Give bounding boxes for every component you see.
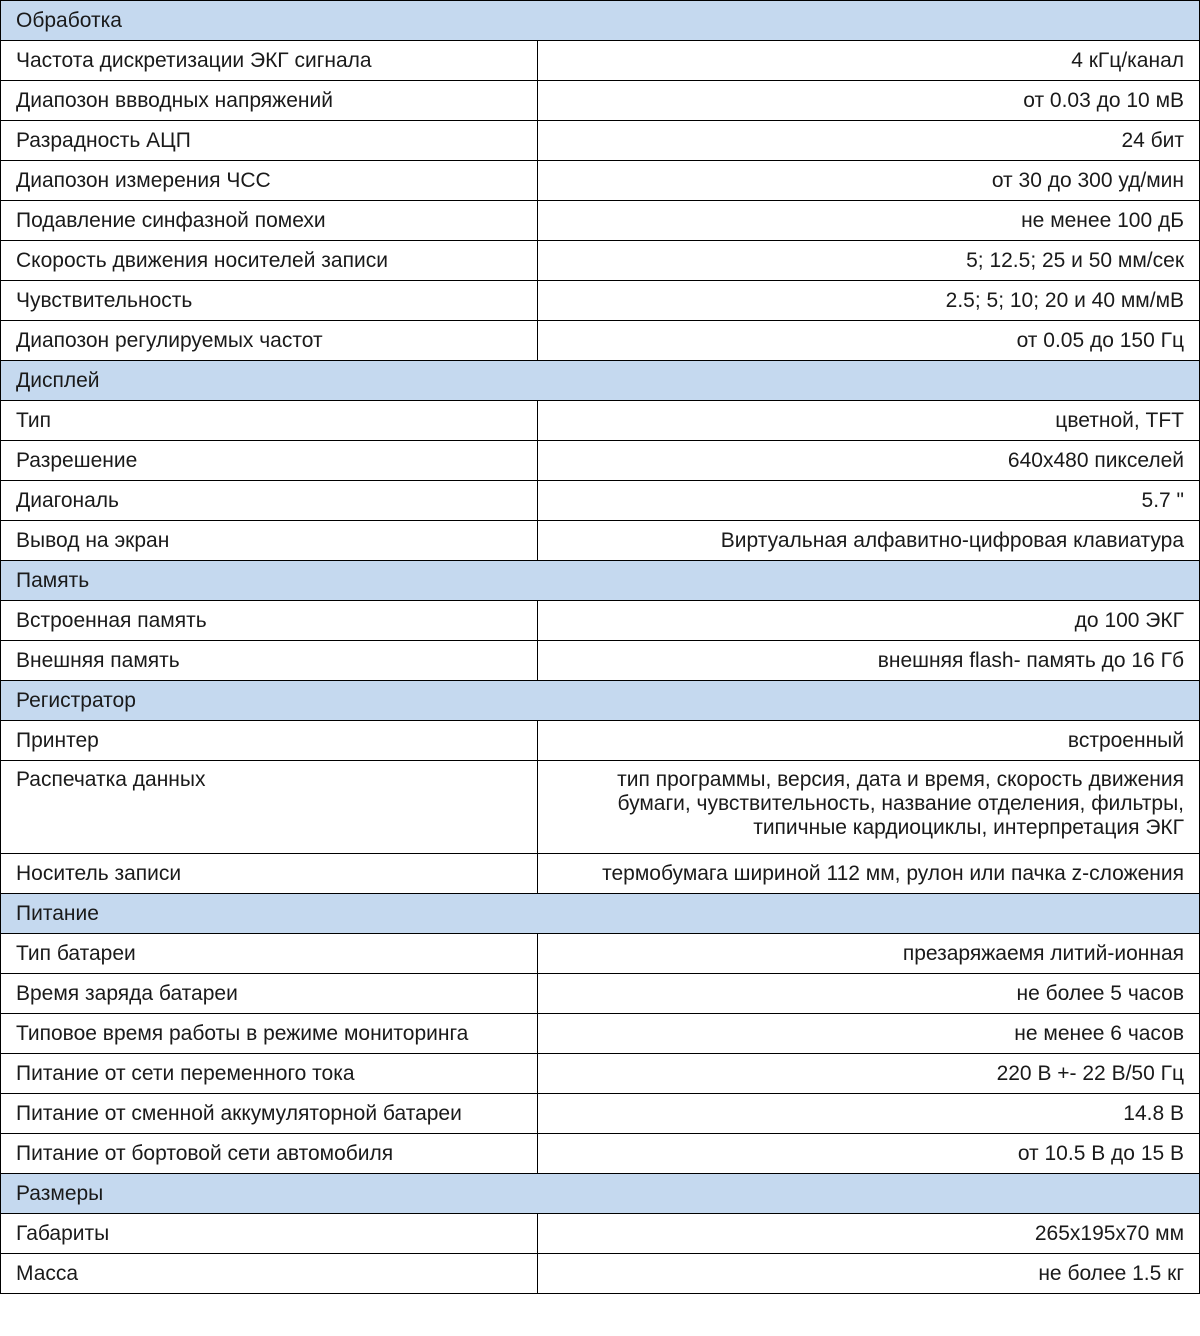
table-row xyxy=(1,1014,1200,1054)
row-label: Разрадность АЦП xyxy=(1,121,538,161)
row-label: Частота дискретизации ЭКГ сигнала xyxy=(1,41,538,81)
row-label: Чувствительность xyxy=(1,281,538,321)
row-label: Тип батареи xyxy=(1,934,538,974)
row-label: Питание от сети переменного тока xyxy=(1,1054,538,1094)
row-value: от 0.03 до 10 мВ xyxy=(538,81,1200,121)
row-value: 24 бит xyxy=(538,121,1200,161)
row-label: Питание от сменной аккумуляторной батареи xyxy=(1,1094,538,1134)
table-row xyxy=(1,1134,1200,1174)
row-label: Распечатка данных xyxy=(1,761,538,854)
row-value: 14.8 В xyxy=(538,1094,1200,1134)
table-row xyxy=(1,934,1200,974)
table-row xyxy=(1,521,1200,561)
row-value: 640х480 пикселей xyxy=(538,441,1200,481)
table-row xyxy=(1,854,1200,894)
row-label: Разрешение xyxy=(1,441,538,481)
section-title: Дисплей xyxy=(1,361,1200,401)
table-row xyxy=(1,241,1200,281)
section-header-processing xyxy=(1,1,1200,41)
table-row xyxy=(1,441,1200,481)
row-label: Диагональ xyxy=(1,481,538,521)
section-header-power xyxy=(1,894,1200,934)
table-row xyxy=(1,321,1200,361)
table-row xyxy=(1,721,1200,761)
row-value: 265х195х70 мм xyxy=(538,1214,1200,1254)
row-value: термобумага шириной 112 мм, рулон или пачка z-сложения xyxy=(538,854,1200,894)
row-value: не более 5 часов xyxy=(538,974,1200,1014)
row-value-line: типичные кардиоциклы, интерпретация ЭКГ xyxy=(753,816,1185,839)
row-value: от 0.05 до 150 Гц xyxy=(538,321,1200,361)
row-label: Диапозон регулируемых частот xyxy=(1,321,538,361)
row-value-line: тип программы, версия, дата и время, скорость движения xyxy=(617,768,1185,791)
table-row xyxy=(1,201,1200,241)
section-header-display xyxy=(1,361,1200,401)
row-label: Вывод на экран xyxy=(1,521,538,561)
row-label: Подавление синфазной помехи xyxy=(1,201,538,241)
row-label: Типовое время работы в режиме мониторинга xyxy=(1,1014,538,1054)
table-row xyxy=(1,1214,1200,1254)
table-row xyxy=(1,761,1200,854)
table-row xyxy=(1,401,1200,441)
table-row xyxy=(1,161,1200,201)
row-label: Носитель записи xyxy=(1,854,538,894)
row-value-multiline xyxy=(538,761,1200,854)
section-header-dimensions xyxy=(1,1174,1200,1214)
table-row xyxy=(1,601,1200,641)
table-row xyxy=(1,81,1200,121)
row-label: Питание от бортовой сети автомобиля xyxy=(1,1134,538,1174)
row-label: Диапозон измерения ЧСС xyxy=(1,161,538,201)
row-label: Встроенная память xyxy=(1,601,538,641)
table-row xyxy=(1,1094,1200,1134)
row-value: цветной, TFT xyxy=(538,401,1200,441)
section-title: Регистратор xyxy=(1,681,1200,721)
row-value: от 30 до 300 уд/мин xyxy=(538,161,1200,201)
row-value: до 100 ЭКГ xyxy=(538,601,1200,641)
section-header-memory xyxy=(1,561,1200,601)
table-row xyxy=(1,481,1200,521)
spec-table-body xyxy=(1,1,1200,1294)
row-value: презаряжаемя литий-ионная xyxy=(538,934,1200,974)
row-value: внешняя flash- память до 16 Гб xyxy=(538,641,1200,681)
section-title: Память xyxy=(1,561,1200,601)
section-title: Размеры xyxy=(1,1174,1200,1214)
row-value-line: бумаги, чувствительность, название отделения, фильтры, xyxy=(617,792,1185,815)
row-value: 5; 12.5; 25 и 50 мм/сек xyxy=(538,241,1200,281)
row-value: 2.5; 5; 10; 20 и 40 мм/мВ xyxy=(538,281,1200,321)
table-row xyxy=(1,1254,1200,1294)
row-label: Масса xyxy=(1,1254,538,1294)
row-label: Диапозон ввводных напряжений xyxy=(1,81,538,121)
row-value: от 10.5 В до 15 В xyxy=(538,1134,1200,1174)
table-row xyxy=(1,641,1200,681)
table-row xyxy=(1,281,1200,321)
row-value: не более 1.5 кг xyxy=(538,1254,1200,1294)
row-value: 5.7 " xyxy=(538,481,1200,521)
table-row xyxy=(1,41,1200,81)
row-label: Принтер xyxy=(1,721,538,761)
table-row xyxy=(1,1054,1200,1094)
row-value: не менее 100 дБ xyxy=(538,201,1200,241)
row-label: Габариты xyxy=(1,1214,538,1254)
row-label: Тип xyxy=(1,401,538,441)
table-row xyxy=(1,121,1200,161)
row-value: 220 В +- 22 В/50 Гц xyxy=(538,1054,1200,1094)
table-row xyxy=(1,974,1200,1014)
section-title: Питание xyxy=(1,894,1200,934)
section-title: Обработка xyxy=(1,1,1200,41)
row-value: встроенный xyxy=(538,721,1200,761)
section-header-recorder xyxy=(1,681,1200,721)
row-value: Виртуальная алфавитно-цифровая клавиатура xyxy=(538,521,1200,561)
row-value: не менее 6 часов xyxy=(538,1014,1200,1054)
row-label: Внешняя память xyxy=(1,641,538,681)
row-value: 4 кГц/канал xyxy=(538,41,1200,81)
row-label: Время заряда батареи xyxy=(1,974,538,1014)
row-label: Скорость движения носителей записи xyxy=(1,241,538,281)
